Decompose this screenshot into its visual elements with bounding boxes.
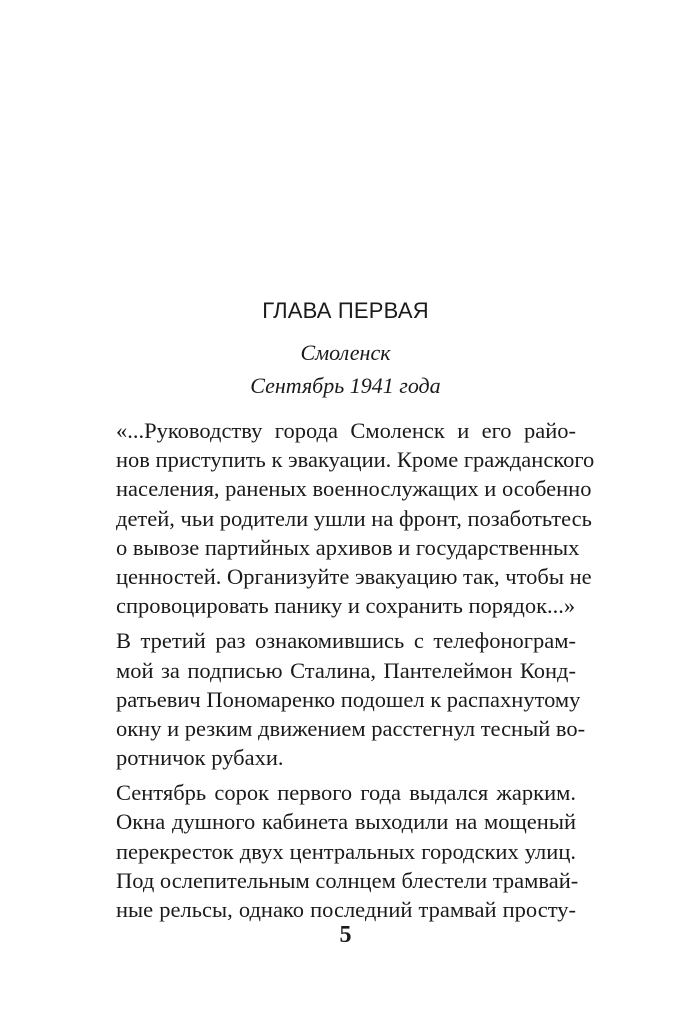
text-line: Сентябрь сорок первого года выдался жарким. bbox=[116, 780, 576, 806]
text-line: ценностей. Организуйте эвакуацию так, чтобы не bbox=[116, 563, 592, 589]
chapter-place: Смоленск bbox=[300, 340, 391, 365]
text-line: населения, раненых военнослужащих и особенно bbox=[116, 476, 592, 502]
body-text bbox=[116, 416, 595, 930]
text-line: ратьевич Пономаренко подошел к распахнутому bbox=[116, 686, 581, 712]
text-line: ротничок рубахи. bbox=[116, 745, 284, 771]
paragraph-telegram bbox=[116, 416, 595, 620]
text-line: «...Руководству города Смоленск и его райо- bbox=[116, 418, 576, 443]
text-line: перекресток двух центральных городских улиц. bbox=[116, 838, 576, 864]
paragraph-ponomarenko bbox=[116, 626, 586, 772]
text-line: спровоцировать панику и сохранить порядок...» bbox=[116, 593, 576, 619]
text-line: Под ослепительным солнцем блестели трамвай- bbox=[116, 867, 579, 893]
text-line: о вывозе партийных архивов и государственных bbox=[116, 534, 580, 560]
text-line: ные рельсы, однако последний трамвай просту- bbox=[116, 897, 576, 922]
chapter-date: Сентябрь 1941 года bbox=[250, 373, 441, 398]
text-line: Окна душного кабинета выходили на мощеный bbox=[116, 809, 576, 835]
text-line: окну и резким движением расстегнул тесный во- bbox=[116, 715, 586, 741]
page-number: 5 bbox=[339, 922, 352, 948]
text-line: детей, чьи родители ушли на фронт, позаботьтесь bbox=[116, 505, 592, 531]
paragraph-september bbox=[116, 778, 579, 924]
chapter-title: ГЛАВА ПЕРВАЯ bbox=[262, 298, 429, 323]
text-line: нов приступить к эвакуации. Кроме гражданского bbox=[116, 447, 595, 473]
text-line: мой за подписью Сталина, Пантелеймон Конд- bbox=[116, 657, 576, 683]
text-line: В третий раз ознакомившись с телефонограм- bbox=[116, 628, 576, 654]
